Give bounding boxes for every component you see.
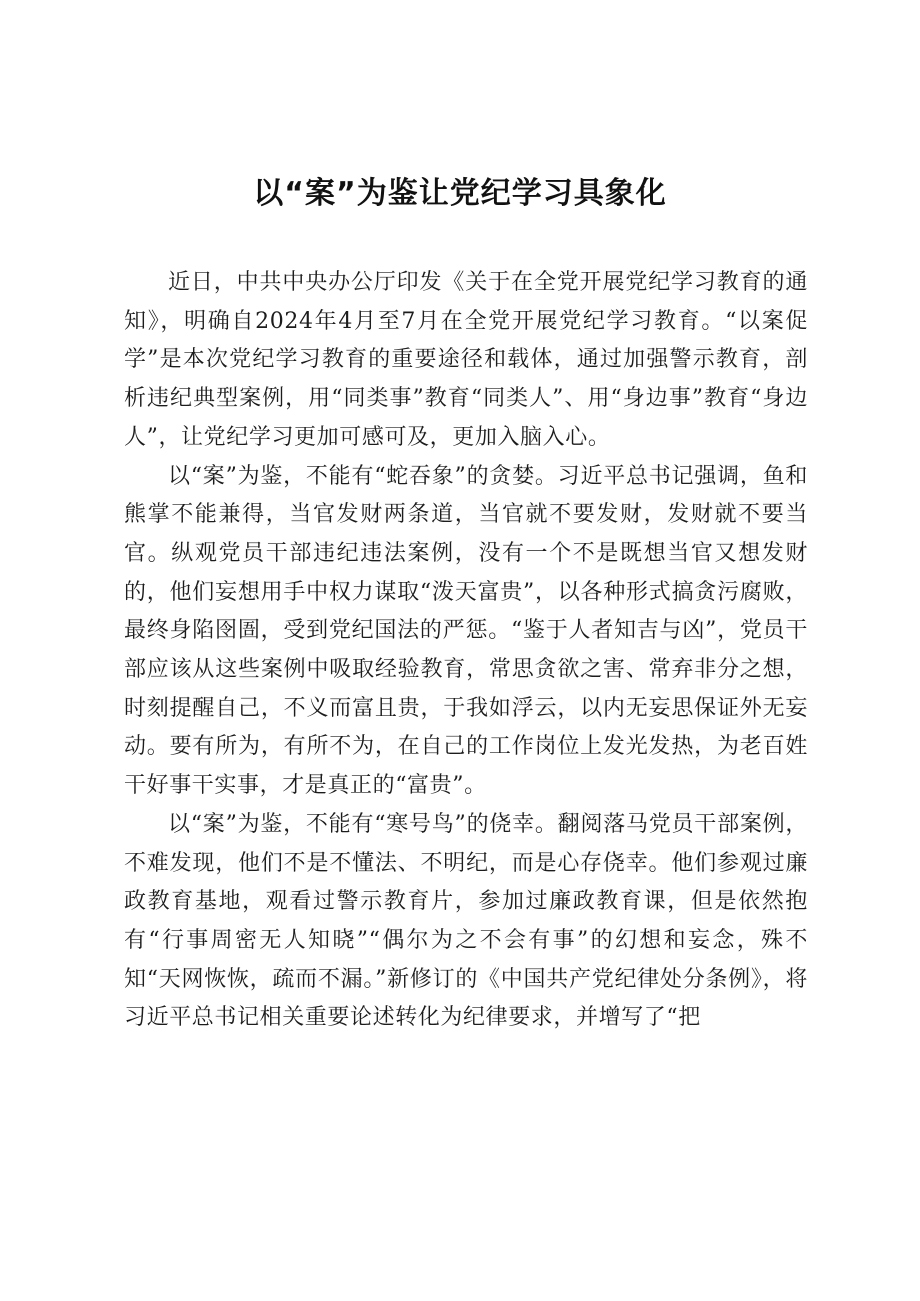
paragraph-2: 以“案”为鉴，不能有“蛇吞象”的贪婪。习近平总书记强调，鱼和熊掌不能兼得，当官发财两条道，当官就不要发财，发财就不要当官。纵观党员干部违纪违法案例，没有一个不是既想当官又想发财的，他们妄想用手中权力谋取“泼天富贵”，以各种形式搞贪污腐败，最终身陷囹圄，受到党纪国法的严惩。“鉴于人者知吉与凶”，党员干部应该从这些案例中吸取经验教育，常思贪欲之害、常弃非分之想，时刻提醒自己，不义而富且贵，于我如浮云，以内无妄思保证外无妄动。要有所为，有所不为，在自己的工作岗位上发光发热，为老百姓干好事干实事，才是真正的“富贵”。	[124, 463, 808, 799]
document-body	[124, 264, 808, 1038]
paragraph-1: 近日，中共中央办公厅印发《关于在全党开展党纪学习教育的通知》，明确自2024年4月至7月在全党开展党纪学习教育。“以案促学”是本次党纪学习教育的重要途径和载体，通过加强警示教育，剖析违纪典型案例，用“同类事”教育“同类人”、用“身边事”教育“身边人”，让党纪学习更加可感可及，更加入脑入心。	[124, 270, 808, 450]
document-title: 以“案”为鉴让党纪学习具象化	[253, 176, 667, 211]
paragraph-3: 以“案”为鉴，不能有“寒号鸟”的侥幸。翻阅落马党员干部案例，不难发现，他们不是不懂法、不明纪，而是心存侥幸。他们参观过廉政教育基地，观看过警示教育片，参加过廉政教育课，但是依然抱有“行事周密无人知晓”“偶尔为之不会有事”的幻想和妄念，殊不知“天网恢恢，疏而不漏。”新修订的《中国共产党纪律处分条例》，将习近平总书记相关重要论述转化为纪律要求，并增写了“把	[124, 811, 808, 1031]
